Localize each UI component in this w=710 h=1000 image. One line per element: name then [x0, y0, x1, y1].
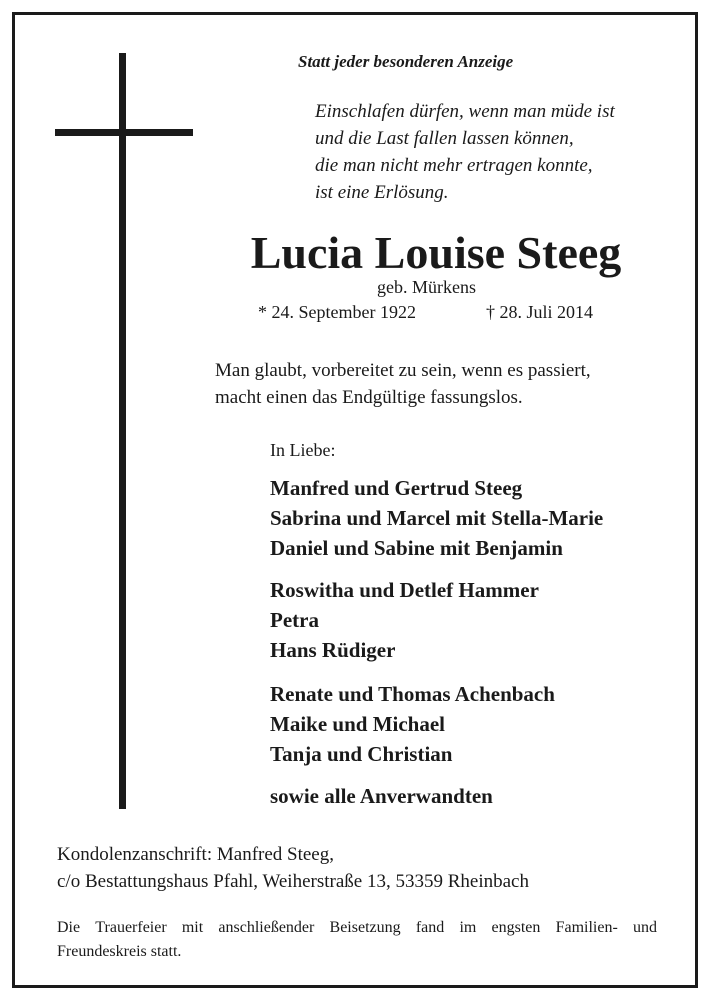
service-word: Familien-	[555, 919, 618, 936]
condolence-address	[57, 841, 529, 895]
deceased-name: Lucia Louise Steeg	[250, 227, 622, 278]
service-word: Beisetzung	[329, 919, 401, 936]
mourner-line: Sabrina und Marcel mit Stella-Marie	[270, 506, 604, 530]
cross-icon-bar	[55, 129, 193, 136]
cross-icon	[119, 53, 126, 809]
in-love-label: In Liebe:	[270, 440, 336, 460]
maiden-name: geb. Mürkens	[377, 277, 476, 297]
service-word: engsten	[491, 919, 541, 936]
service-word: Trauerfeier	[95, 919, 167, 936]
mourner-line: Roswitha und Detlef Hammer	[270, 578, 539, 602]
notice-header: Statt jeder besonderen Anzeige	[298, 52, 514, 71]
quote	[215, 357, 591, 411]
poem	[315, 98, 615, 206]
poem-line: ist eine Erlösung.	[315, 182, 449, 203]
service-word: Die	[57, 919, 81, 936]
service-word: anschließender	[218, 919, 315, 936]
service-line	[57, 916, 657, 940]
service-note	[57, 916, 657, 964]
death-date: † 28. Juli 2014	[486, 302, 594, 322]
service-word: mit	[181, 919, 204, 936]
mourner-line: Hans Rüdiger	[270, 638, 396, 662]
address-line: Kondolenzanschrift: Manfred Steeg,	[57, 844, 334, 865]
mourner-line: Renate und Thomas Achenbach	[270, 682, 555, 706]
address-line: c/o Bestattungshaus Pfahl, Weiherstraße 13, 53359 Rheinbach	[57, 871, 529, 892]
service-line: Freundeskreis statt.	[57, 943, 182, 960]
birth-date: * 24. September 1922	[258, 302, 416, 322]
mourner-line: Petra	[270, 608, 319, 632]
mourner-line: Manfred und Gertrud Steeg	[270, 476, 523, 500]
mourner-group	[270, 679, 555, 769]
mourner-group	[270, 575, 539, 665]
quote-line: Man glaubt, vorbereitet zu sein, wenn es passiert,	[215, 360, 591, 381]
closing-line: sowie alle Anverwandten	[270, 784, 493, 808]
mourner-line: Maike und Michael	[270, 712, 446, 736]
service-word: im	[459, 919, 477, 936]
quote-line: macht einen das Endgültige fassungslos.	[215, 387, 523, 408]
service-word: fand	[415, 919, 445, 936]
mourner-line: Daniel und Sabine mit Benjamin	[270, 536, 563, 560]
mourner-group	[270, 473, 603, 563]
poem-line: Einschlafen dürfen, wenn man müde ist	[315, 101, 615, 122]
poem-line: und die Last fallen lassen können,	[315, 128, 574, 149]
poem-line: die man nicht mehr ertragen konnte,	[315, 155, 593, 176]
mourner-line: Tanja und Christian	[270, 742, 453, 766]
service-word: und	[632, 919, 657, 936]
